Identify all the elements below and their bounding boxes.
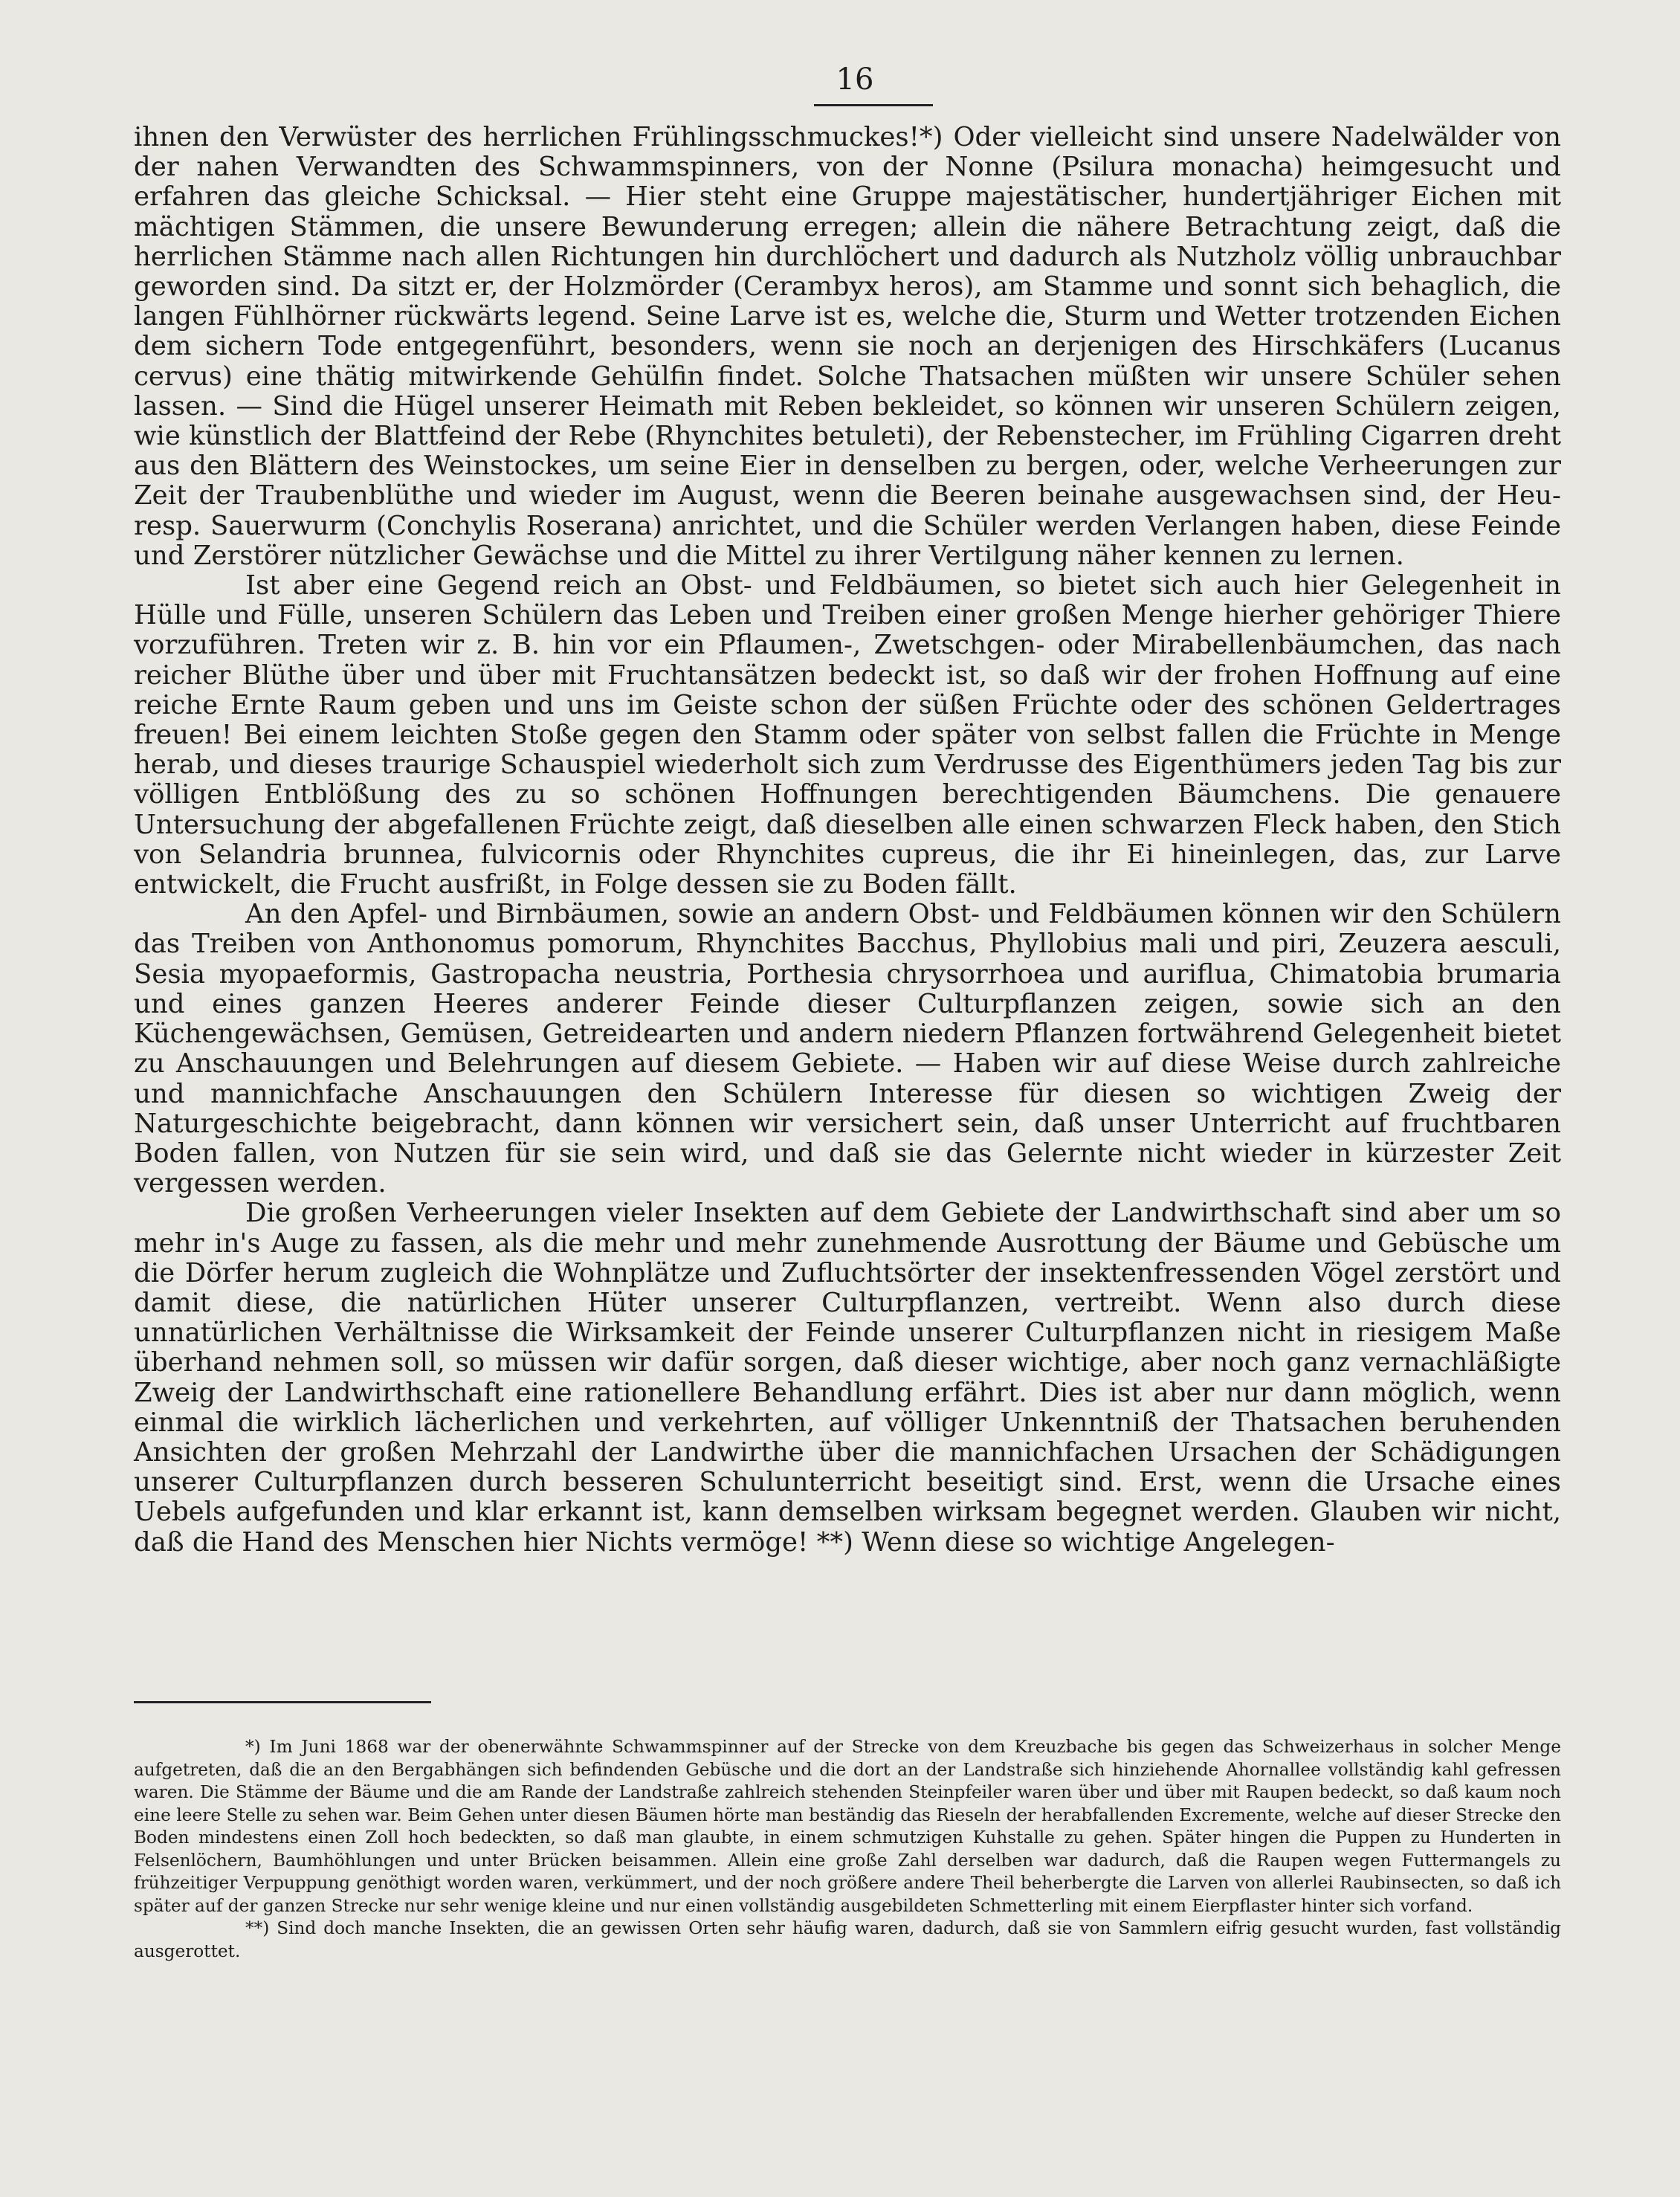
paragraph-2: Ist aber eine Gegend reich an Obst- und Feldbäumen, so bietet sich auch hier Gelegenheit in Hülle und Fülle, unseren Schülern das Leben und Treiben einer großen Menge hierher gehöriger Thiere vorzuführen. Treten wir z. B. hin vor ein Pflaumen-, Zwetschgen- oder Mirabellenbäumchen, das nach reicher Blüthe über und über mit Fruchtansätzen bedeckt ist, so daß wir der frohen Hoffnung auf eine reiche Ernte Raum geben und uns im Geiste schon der süßen Früchte oder des schönen Geldertrages freuen! Bei einem leichten Stoße gegen den Stamm oder später von selbst fallen die Früchte in Menge herab, und dieses traurige Schauspiel wiederholt sich zum Verdrusse des Eigenthümers jeden Tag bis zur völligen Entblößung des zu so schönen Hoffnungen berechtigenden Bäumchens. Die genauere Untersuchung der abgefallenen Früchte zeigt, daß dieselben alle einen schwarzen Fleck haben, den Stich von Selandria brunnea, fulvicornis oder Rhynchites cupreus, die ihr Ei hineinlegen, das, zur Larve entwickelt, die Frucht ausfrißt, in Folge dessen sie zu Boden fällt. (134, 570, 1561, 900)
footnotes (134, 1736, 1561, 1963)
footnote-1: *) Im Juni 1868 war der obenerwähnte Schwammspinner auf der Strecke von dem Kreuzbache bis gegen das Schweizerhaus in solcher Menge aufgetreten, daß die an den Bergabhängen sich befindenden Gebüsche und die dort an der Landstraße sich hinziehende Ahornallee vollständig kahl gefressen waren. Die Stämme der Bäume und die am Rande der Landstraße zahlreich stehenden Steinpfeiler waren über und über mit Raupen bedeckt, so daß kaum noch eine leere Stelle zu sehen war. Beim Gehen unter diesen Bäumen hörte man beständig das Rieseln der herabfallenden Excremente, welche auf dieser Strecke den Boden mindestens einen Zoll hoch bedeckten, so daß man glaubte, in einem schmutzigen Kuhstalle zu gehen. Später hingen die Puppen zu Hunderten in Felsenlöchern, Baumhöhlungen und unter Brücken beisammen. Allein eine große Zahl derselben war dadurch, daß die Raupen wegen Futtermangels zu frühzeitiger Verpuppung genöthigt worden waren, verkümmert, und der noch größere andere Theil beherbergte die Larven von allerlei Raubinsecten, so daß ich später auf der ganzen Strecke nur sehr wenige kleine und nur einen vollständig ausgebildeten Schmetterling mit einem Eierpflaster hinter sich vorfand. (134, 1737, 1561, 1916)
footnote-2: **) Sind doch manche Insekten, die an gewissen Orten sehr häufig waren, dadurch, daß sie von Sammlern eifrig gesucht wurden, fast vollständig ausgerottet. (134, 1918, 1561, 1961)
paragraph-3: An den Apfel- und Birnbäumen, sowie an andern Obst- und Feldbäumen können wir den Schülern das Treiben von Anthonomus pomorum, Rhynchites Bacchus, Phyllobius mali und piri, Zeuzera aesculi, Sesia myopaeformis, Gastropacha neustria, Porthesia chrysorrhoea und auriflua, Chimatobia brumaria und eines ganzen Heeres anderer Feinde dieser Culturpflanzen zeigen, sowie sich an den Küchengewächsen, Gemüsen, Getreidearten und andern niedern Pflanzen fortwährend Gelegenheit bietet zu Anschauungen und Belehrungen auf diesem Gebiete. — Haben wir auf diese Weise durch zahlreiche und mannichfache Anschauungen den Schülern Interesse für diesen so wichtigen Zweig der Naturgeschichte beigebracht, dann können wir versichert sein, daß unser Unterricht auf fruchtbaren Boden fallen, von Nutzen für sie sein wird, und daß sie das Gelernte nicht wieder in kürzester Zeit vergessen werden. (134, 899, 1561, 1199)
page-number: 16 (836, 62, 874, 97)
main-text (134, 123, 1561, 1558)
paragraph-4: Die großen Verheerungen vieler Insekten auf dem Gebiete der Landwirthschaft sind aber um so mehr in's Auge zu fassen, als die mehr und mehr zunehmende Ausrottung der Bäume und Gebüsche um die Dörfer herum zugleich die Wohnplätze und Zufluchtsörter der insektenfressenden Vögel zerstört und damit diese, die natürlichen Hüter unserer Culturpflanzen, vertreibt. Wenn also durch diese unnatürlichen Verhältnisse die Wirksamkeit der Feinde unserer Culturpflanzen nicht in riesigem Maße überhand nehmen soll, so müssen wir dafür sorgen, daß dieser wichtige, aber noch ganz vernachläßigte Zweig der Landwirthschaft eine rationellere Behandlung erfährt. Dies ist aber nur dann möglich, wenn einmal die wirklich lächerlichen und verkehrten, auf völliger Unkenntniß der Thatsachen beruhenden Ansichten der großen Mehrzahl der Landwirthe über die mannichfachen Ursachen der Schädigungen unserer Culturpflanzen durch besseren Schulunterricht beseitigt sind. Erst, wenn die Ursache eines Uebels aufgefunden und klar erkannt ist, kann demselben wirksam begegnet werden. Glauben wir nicht, daß die Hand des Menschen hier Nichts vermöge! **) Wenn diese so wichtige Angelegen- (134, 1198, 1561, 1558)
footnote-separator (134, 1701, 431, 1703)
page-number-rule (814, 104, 933, 106)
paragraph-1: ihnen den Verwüster des herrlichen Frühlingsschmuckes!*) Oder vielleicht sind unsere Nadelwälder von der nahen Verwandten des Schwammspinners, von der Nonne (Psilura monacha) heimgesucht und erfahren das gleiche Schicksal. — Hier steht eine Gruppe majestätischer, hundertjähriger Eichen mit mächtigen Stämmen, die unsere Bewunderung erregen; allein die nähere Betrachtung zeigt, daß die herrlichen Stämme nach allen Richtungen hin durchlöchert und dadurch als Nutzholz völlig unbrauchbar geworden sind. Da sitzt er, der Holzmörder (Cerambyx heros), am Stamme und sonnt sich behaglich, die langen Fühlhörner rückwärts legend. Seine Larve ist es, welche die, Sturm und Wetter trotzenden Eichen dem sichern Tode entgegenführt, besonders, wenn sie noch an derjenigen des Hirschkäfers (Lucanus cervus) eine thätig mitwirkende Gehülfin findet. Solche Thatsachen müßten wir unsere Schüler sehen lassen. — Sind die Hügel unserer Heimath mit Reben bekleidet, so können wir unseren Schülern zeigen, wie künstlich der Blattfeind der Rebe (Rhynchites betuleti), der Rebenstecher, im Frühling Cigarren dreht aus den Blättern des Weinstockes, um seine Eier in denselben zu bergen, oder, welche Verheerungen zur Zeit der Traubenblüthe und wieder im August, wenn die Beeren beinahe ausgewachsen sind, der Heu- resp. Sauerwurm (Conchylis Roserana) anrichtet, und die Schüler werden Verlangen haben, diese Feinde und Zerstörer nützlicher Gewächse und die Mittel zu ihrer Vertilgung näher kennen zu lernen. (134, 122, 1561, 571)
